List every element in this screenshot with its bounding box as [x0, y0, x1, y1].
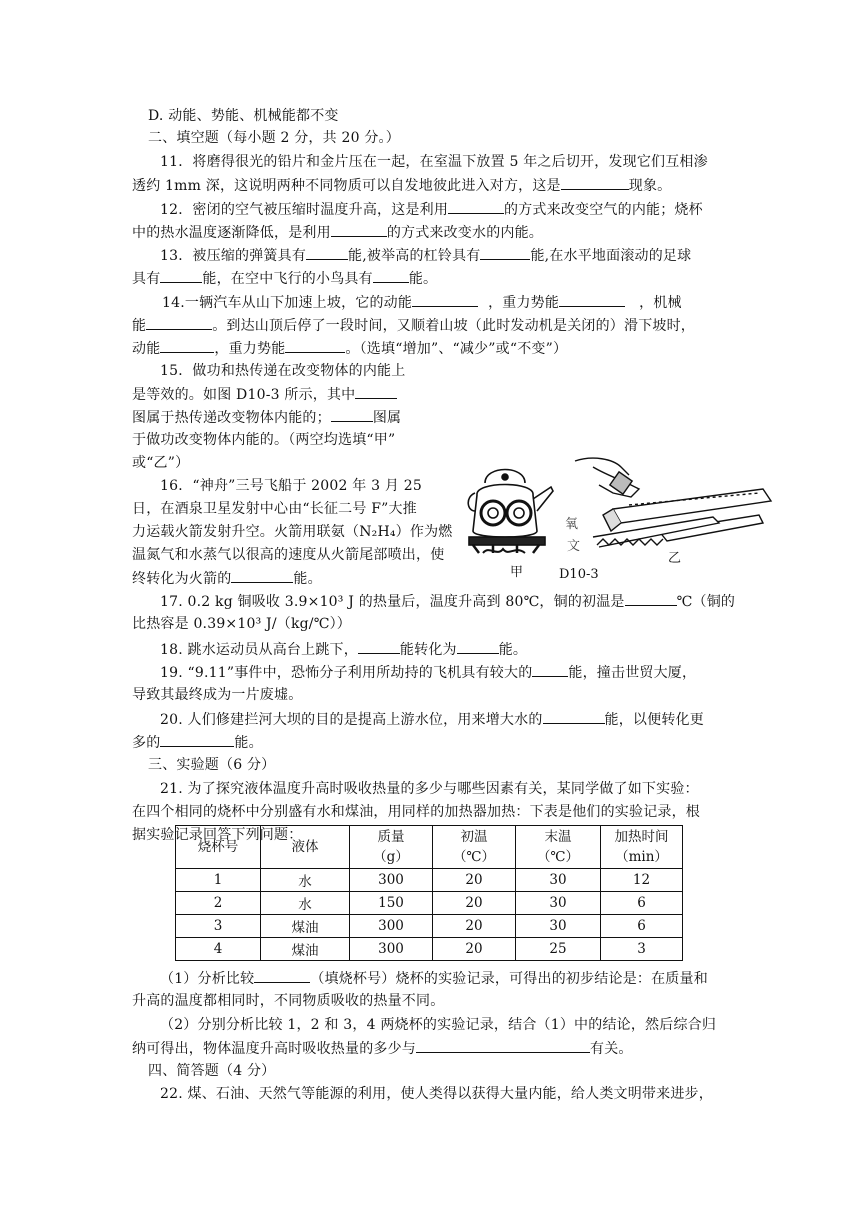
figure-label-jia: 甲: [510, 565, 524, 580]
table-row: [176, 869, 683, 892]
q16-line2: 日，在酒泉卫星发射中心由“长征二号 F”大推: [132, 501, 417, 517]
table-cell: 30: [516, 869, 601, 892]
table-cell: 30: [516, 892, 601, 915]
table-cell: 1: [176, 869, 261, 892]
q14-line1: 14.一辆汽车从山下加速上坡，它的动能 ，重力势能 ，机械: [162, 292, 682, 313]
table-row: [176, 892, 683, 915]
q12-blank-1[interactable]: [448, 199, 504, 214]
q13-blank-2[interactable]: [480, 245, 530, 260]
q13-blank-3[interactable]: [160, 268, 202, 283]
q13-blank-4[interactable]: [373, 268, 409, 283]
q16-line3: 力运载火箭发射升空。火箭用联氨（N₂H₄）作为燃: [132, 524, 453, 540]
q14-line3: 动能 ，重力势能 。（选填“增加”、“减少”或“不变”）: [132, 338, 567, 359]
q14-blank-1[interactable]: [412, 292, 478, 307]
q21-part2-line1: （2）分别分析比较 1，2 和 3，4 两烧杯的实验记录，结合（1）中的结论，然后综合归: [160, 1017, 717, 1033]
q11-line2: 透约 1mm 深，这说明两种不同物质可以自发地彼此进入对方，这是 现象。: [132, 175, 671, 196]
option-d: D. 动能、势能、机械能都不变: [148, 108, 339, 124]
q15-line4: 于做功改变物体内能的。（两空均选填“甲”: [132, 432, 396, 448]
table-cell: 水: [261, 869, 350, 892]
kettle-illustration: [468, 470, 553, 554]
figure-partial-text-1: 氧: [565, 517, 579, 532]
table-cell: 20: [433, 869, 516, 892]
table-row: [176, 938, 683, 961]
table-cell: 300: [350, 938, 433, 961]
q15-line5: 或“乙”）: [132, 455, 190, 471]
table-cell: 12: [601, 869, 683, 892]
table-cell: 300: [350, 869, 433, 892]
q12-blank-2[interactable]: [331, 222, 387, 237]
q13-blank-1[interactable]: [306, 245, 348, 260]
q20-blank-1[interactable]: [543, 709, 605, 724]
saw-illustration: [575, 458, 771, 547]
table-row: [176, 915, 683, 938]
table-cell: 300: [350, 915, 433, 938]
q17-blank[interactable]: [625, 591, 677, 606]
q20-line2: 多的 能。: [132, 732, 263, 753]
section-2-heading: 二、填空题（每小题 2 分，共 20 分。）: [148, 130, 400, 146]
q16-line1: 16．“神舟”三号飞船于 2002 年 3 月 25: [160, 478, 422, 494]
q17-line2: 比热容是 0.39×10³ J/（kg/℃））: [132, 616, 351, 632]
q20-blank-2[interactable]: [160, 732, 234, 747]
q12-line2: 中的热水温度逐渐降低，是利用 的方式来改变水的内能。: [132, 222, 543, 243]
q12-line1: 12．密闭的空气被压缩时温度升高，这是利用 的方式来改变空气的内能；烧杯: [160, 199, 703, 220]
table-header-cell: 质量 （g）: [350, 826, 433, 869]
section-3-heading: 三、实验题（6 分）: [148, 757, 276, 773]
q14-blank-4[interactable]: [160, 338, 214, 353]
table-cell: 水: [261, 892, 350, 915]
q11-line1: 11．将磨得很光的铅片和金片压在一起，在室温下放置 5 年之后切开，发现它们互相渗: [160, 154, 708, 170]
q19-line1: 19. “9.11”事件中，恐怖分子利用所劫持的飞机具有较大的 能，撞击世贸大厦，: [160, 662, 696, 683]
q16-line5: 终转化为火箭的 能。: [132, 568, 322, 589]
table-cell: 4: [176, 938, 261, 961]
q14-blank-5[interactable]: [285, 338, 345, 353]
figure-partial-text-2: 文: [567, 539, 581, 554]
table-cell: 煤油: [261, 915, 350, 938]
q18-blank-1[interactable]: [358, 639, 400, 654]
q15-blank-1[interactable]: [355, 384, 397, 399]
table-cell: 30: [516, 915, 601, 938]
q20-line1: 20. 人们修建拦河大坝的目的是提高上游水位，用来增大水的 能，以便转化更: [160, 709, 704, 730]
q19-blank[interactable]: [532, 662, 568, 677]
table-header-cell: 液体: [261, 826, 350, 869]
q21-part2-line2: 纳可得出，物体温度升高时吸收热量的多少与 有关。: [132, 1038, 633, 1059]
table-cell: 20: [433, 915, 516, 938]
table-header-cell: 初温 （℃）: [433, 826, 516, 869]
q14-blank-2[interactable]: [559, 292, 625, 307]
table-cell: 25: [516, 938, 601, 961]
q21-blank-1[interactable]: [254, 968, 310, 983]
q11-blank[interactable]: [561, 175, 629, 190]
q21-line1: 21. 为了探究液体温度升高时吸收热量的多少与哪些因素有关，某同学做了如下实验：: [160, 781, 699, 797]
q15-line3: 图属于热传递改变物体内能的； 图属: [132, 407, 401, 428]
table-header-row: [176, 826, 683, 869]
q17-line1: 17. 0.2 kg 铜吸收 3.9×10³ J 的热量后，温度升高到 80℃，铜的初温是 ℃（铜的: [160, 591, 735, 612]
q15-line1: 15．做功和热传递在改变物体的内能上: [160, 363, 406, 379]
q21-blank-2[interactable]: [416, 1038, 590, 1053]
q18-line: 18. 跳水运动员从高台上跳下， 能转化为 能。: [160, 639, 527, 660]
q14-line2: 能 。到达山顶后停了一段时间，又顺着山坡（此时发动机是关闭的）滑下坡时，: [132, 315, 695, 336]
q21-line3: 据实验记录回答下列问题：: [132, 827, 303, 843]
q13-line2: 具有 能，在空中飞行的小鸟具有 能。: [132, 268, 437, 289]
q15-line2: 是等效的。如图 D10-3 所示，其中: [132, 384, 397, 405]
figure-label-yi: 乙: [668, 551, 682, 566]
q21-part1-line1: （1）分析比较 （填烧杯号）烧杯的实验记录，可得出的初步结论是：在质量和: [160, 968, 708, 989]
table-cell: 3: [176, 915, 261, 938]
table-cell: 20: [433, 938, 516, 961]
table-header-cell: 末温 （℃）: [516, 826, 601, 869]
figure-d10-3: [463, 453, 783, 583]
table-cell: 6: [601, 892, 683, 915]
table-cell: 6: [601, 915, 683, 938]
q14-blank-3[interactable]: [146, 315, 212, 330]
q16-blank[interactable]: [231, 568, 293, 583]
table-header-cell: 加热时间 （min）: [601, 826, 683, 869]
table-header-cell: 烧杯号: [176, 826, 261, 869]
experiment-table: [175, 825, 683, 961]
figure-caption: D10-3: [559, 567, 599, 582]
table-cell: 150: [350, 892, 433, 915]
table-cell: 20: [433, 892, 516, 915]
q15-blank-2[interactable]: [331, 407, 373, 422]
q22-line1: 22. 煤、石油、天然气等能源的利用，使人类得以获得大量内能，给人类文明带来进步，: [160, 1086, 713, 1102]
q16-line4: 温氮气和水蒸气以很高的速度从火箭尾部喷出，使: [132, 547, 445, 563]
table-cell: 2: [176, 892, 261, 915]
q19-line2: 导致其最终成为一片废墟。: [132, 687, 303, 703]
q18-blank-2[interactable]: [457, 639, 499, 654]
q13-line1: 13．被压缩的弹簧具有 能,被举高的杠铃具有 能,在水平地面滚动的足球: [160, 245, 691, 266]
q21-line2: 在四个相同的烧杯中分别盛有水和煤油，用同样的加热器加热：下表是他们的实验记录，根: [132, 804, 700, 820]
table-cell: 煤油: [261, 938, 350, 961]
section-4-heading: 四、简答题（4 分）: [148, 1063, 276, 1079]
q21-part1-line2: 升高的温度都相同时，不同物质吸收的热量不同。: [132, 993, 445, 1009]
table-cell: 3: [601, 938, 683, 961]
